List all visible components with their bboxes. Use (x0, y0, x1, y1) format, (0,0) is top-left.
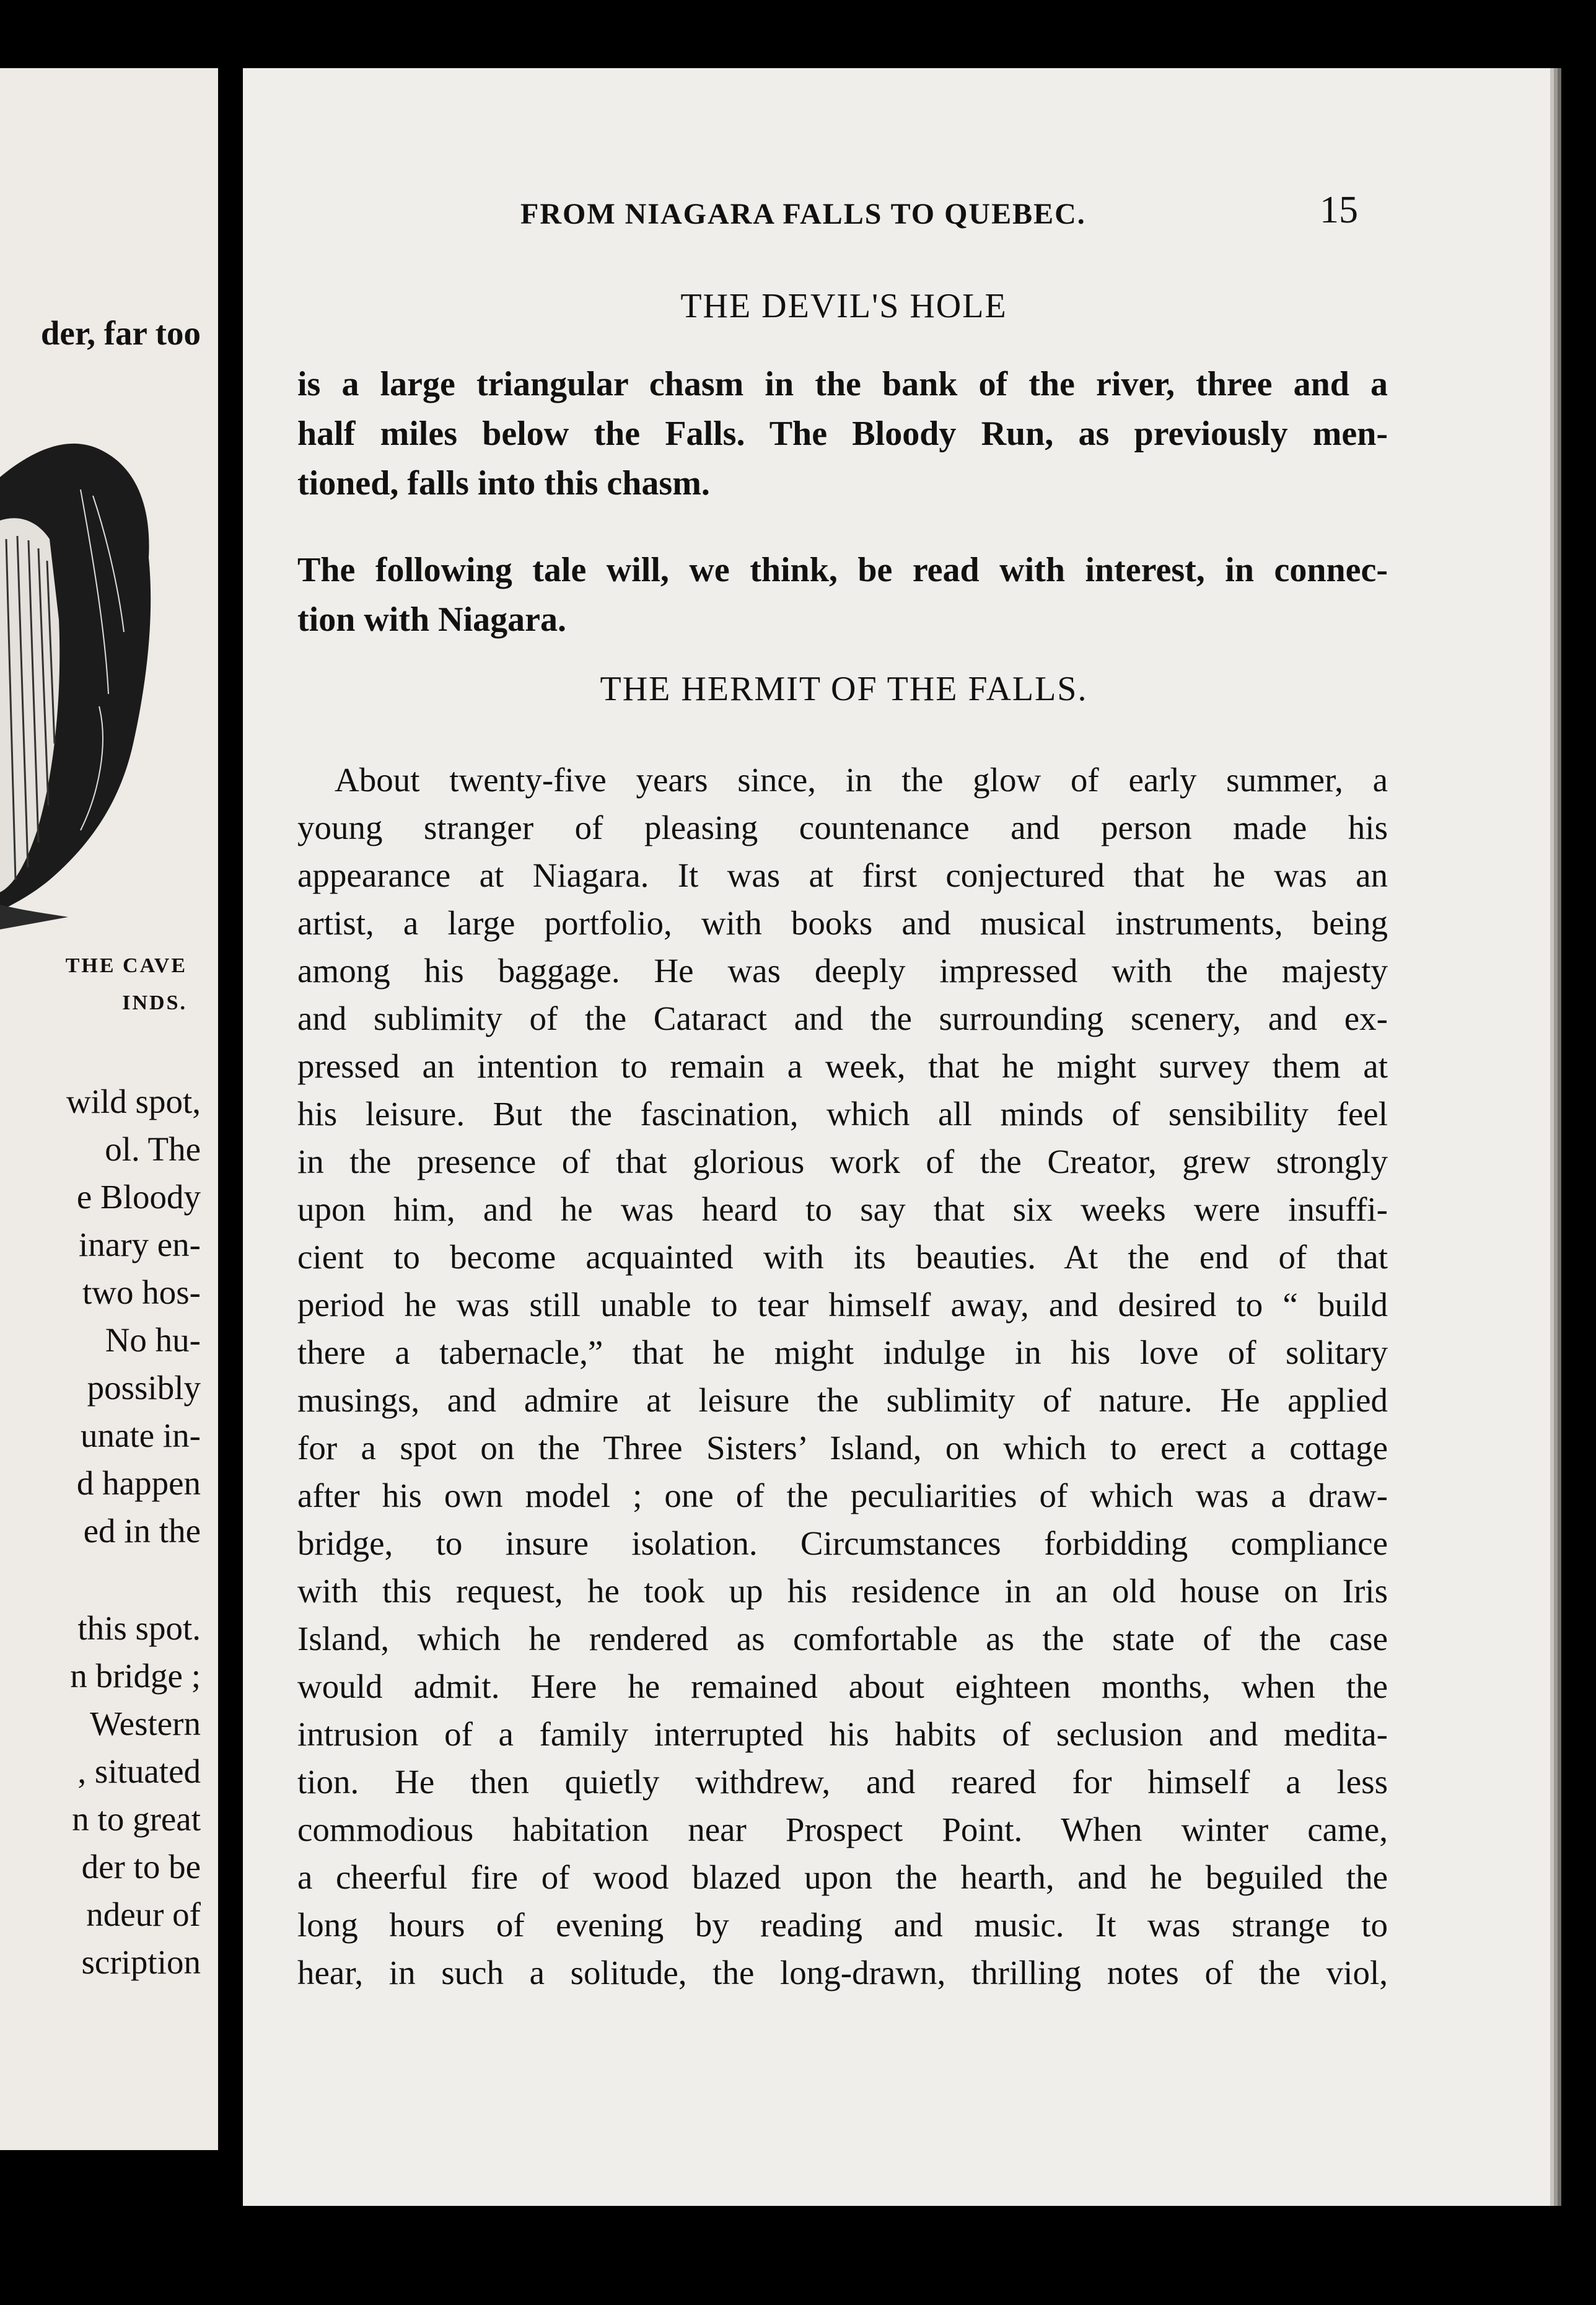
text-line: young stranger of pleasing countenance and person made his (297, 809, 1388, 846)
left-page-line: n bridge ; (70, 1657, 201, 1695)
text-line: there a tabernacle,” that he might indulge in his love of solitary (297, 1333, 1388, 1371)
text-line: The following tale will, we think, be read with interest, in connec- (297, 551, 1388, 589)
text-line: musings, and admire at leisure the sublimity of nature. He applied (297, 1381, 1388, 1419)
text-line: among his baggage. He was deeply impressed with the majesty (297, 952, 1388, 990)
waterfall-engraving (0, 397, 155, 929)
text-line: tion. He then quietly withdrew, and reared for himself a less (297, 1763, 1388, 1801)
left-caption-line: INDS. (122, 991, 187, 1014)
text-line: pressed an intention to remain a week, that he might survey them at (297, 1047, 1388, 1085)
devils-hole-paragraph (297, 359, 1388, 508)
left-facing-page (0, 68, 218, 2150)
left-page-line: two hos- (82, 1273, 201, 1311)
left-page-line: ed in the (83, 1512, 201, 1550)
left-page-line: e Bloody (76, 1178, 201, 1216)
section-heading-devils-hole: THE DEVIL'S HOLE (680, 287, 1007, 325)
text-line: after his own model ; one of the peculiarities of which was a draw- (297, 1477, 1388, 1514)
left-page-line: wild spot, (66, 1082, 201, 1120)
hermit-paragraph (297, 756, 1388, 1996)
left-page-line: der to be (81, 1848, 201, 1886)
text-line: tion with Niagara. (297, 600, 566, 639)
book-page (243, 68, 1550, 2206)
left-page-line: Western (90, 1705, 201, 1742)
text-line: for a spot on the Three Sisters’ Island, on which to erect a cottage (297, 1429, 1388, 1467)
text-line: appearance at Niagara. It was at first conjectured that he was an (297, 856, 1388, 894)
text-line: tioned, falls into this chasm. (297, 464, 710, 503)
text-line: commodious habitation near Prospect Point. When winter came, (297, 1811, 1388, 1848)
text-line: is a large triangular chasm in the bank of the river, three and a (297, 365, 1388, 403)
running-title: FROM NIAGARA FALLS TO QUEBEC. (520, 198, 1086, 230)
text-line: bridge, to insure isolation. Circumstances forbidding compliance (297, 1524, 1388, 1562)
text-line: period he was still unable to tear himself away, and desired to “ build (297, 1286, 1388, 1324)
text-line: Island, which he rendered as comfortable as the state of the case (297, 1620, 1388, 1657)
text-line: upon him, and he was heard to say that six weeks were insuffi- (297, 1190, 1388, 1228)
text-line: and sublimity of the Cataract and the surrounding scenery, and ex- (297, 999, 1388, 1037)
left-page-line: ol. The (105, 1130, 201, 1168)
left-page-line: der, far too (40, 314, 201, 352)
left-page-line: possibly (87, 1369, 201, 1407)
text-line: long hours of evening by reading and music. It was strange to (297, 1906, 1388, 1944)
left-page-line: ndeur of (86, 1895, 201, 1933)
text-line: would admit. Here he remained about eighteen months, when the (297, 1667, 1388, 1705)
text-line: About twenty-five years since, in the glow of early summer, a (335, 761, 1388, 799)
left-page-line: inary en- (79, 1226, 201, 1263)
text-line: artist, a large portfolio, with books and musical instruments, being (297, 904, 1388, 942)
left-page-line: unate in- (81, 1416, 201, 1454)
left-page-line: n to great (72, 1800, 201, 1838)
page-number: 15 (1320, 189, 1358, 231)
left-page-line: No hu- (105, 1321, 201, 1359)
section-heading-hermit: THE HERMIT OF THE FALLS. (600, 670, 1088, 708)
text-line: intrusion of a family interrupted his habits of seclusion and medita- (297, 1715, 1388, 1753)
text-line: half miles below the Falls. The Bloody Run, as previously men- (297, 415, 1388, 453)
text-line: in the presence of that glorious work of the Creator, grew strongly (297, 1143, 1388, 1180)
left-page-line: d happen (76, 1464, 201, 1502)
text-line: hear, in such a solitude, the long-drawn, thrilling notes of the viol, (297, 1954, 1388, 1991)
text-line: with this request, he took up his residence in an old house on Iris (297, 1572, 1388, 1610)
left-page-line: scription (81, 1943, 201, 1981)
text-line: cient to become acquainted with its beauties. At the end of that (297, 1238, 1388, 1276)
intro-paragraph (297, 545, 1388, 644)
left-page-line: , situated (77, 1752, 201, 1790)
left-caption-line: THE CAVE (65, 954, 187, 977)
text-line: a cheerful fire of wood blazed upon the hearth, and he beguiled the (297, 1858, 1388, 1896)
left-page-line: this spot. (77, 1609, 201, 1647)
text-line: his leisure. But the fascination, which all minds of sensibility feel (297, 1095, 1388, 1133)
